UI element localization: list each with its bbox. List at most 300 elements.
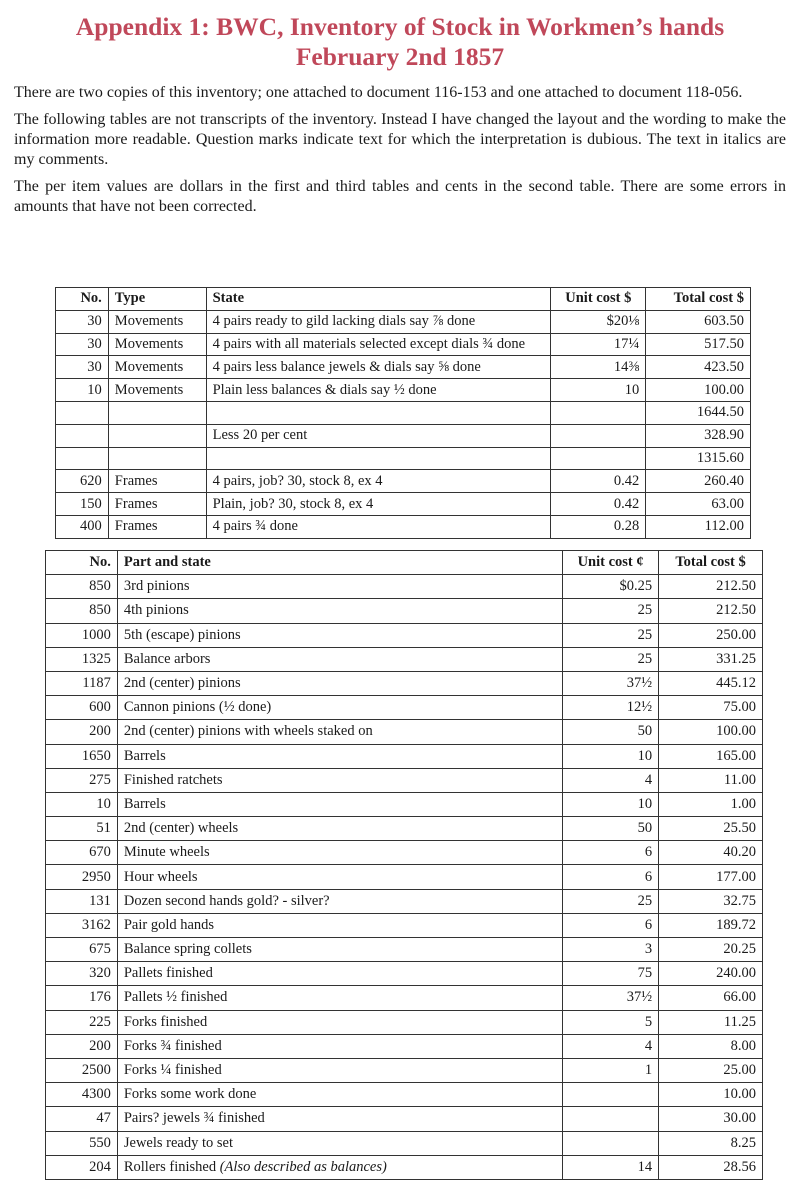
cell-unit-cost-text: 6 [644, 844, 653, 861]
table-row [46, 1155, 763, 1179]
cell-part-state-text: 5th (escape) pinions [123, 626, 241, 643]
table-row [56, 356, 751, 379]
table-row [56, 401, 751, 424]
cell-total-cost-text: 75.00 [723, 699, 756, 716]
cell-state [206, 401, 551, 424]
cell-part-state [117, 1034, 562, 1058]
table-row [46, 696, 763, 720]
cell-part-state [117, 599, 562, 623]
cell-unit-cost-text: 25 [637, 892, 653, 909]
cell-total-cost [659, 1155, 763, 1179]
cell-no-text: 30 [87, 313, 102, 330]
cell-unit-cost [551, 424, 646, 447]
cell-unit-cost-text: 37½ [626, 989, 653, 1006]
cell-part-state-text: Barrels [123, 747, 166, 764]
col-header-total-cost: Total cost $ [659, 551, 763, 575]
cell-total-cost [659, 1010, 763, 1034]
cell-no [46, 1107, 118, 1131]
cell-unit-cost-text: 37½ [626, 675, 653, 692]
cell-part-state-text: Balance arbors [123, 650, 211, 667]
table-row [56, 424, 751, 447]
table-row [46, 647, 763, 671]
cell-unit-cost-text: 1 [644, 1062, 653, 1079]
cell-type [108, 447, 206, 470]
cell-type-text: Frames [114, 472, 158, 489]
cell-total-cost [646, 401, 751, 424]
cell-unit-cost [551, 310, 646, 333]
cell-no [46, 889, 118, 913]
cell-unit-cost-text: 0.42 [613, 472, 640, 489]
cell-state-text: 4 pairs with all materials selected except dials ¾ done [212, 335, 526, 352]
cell-total-cost [659, 696, 763, 720]
cell-no-text: 675 [89, 941, 111, 958]
cell-no [56, 333, 109, 356]
cell-no [46, 1034, 118, 1058]
col-header-no: No. [46, 551, 118, 575]
cell-part-state-text: Cannon pinions (½ done) [123, 699, 272, 716]
cell-total-cost [659, 768, 763, 792]
cell-no [46, 841, 118, 865]
table-row [46, 768, 763, 792]
cell-state [206, 447, 551, 470]
cell-unit-cost-text: 3 [644, 941, 653, 958]
cell-part-state [117, 647, 562, 671]
cell-unit-cost-text: 50 [637, 820, 653, 837]
cell-no [56, 356, 109, 379]
cell-no-text: 30 [87, 335, 102, 352]
cell-total-cost-text: 250.00 [716, 626, 756, 643]
movements-frames-table [55, 287, 751, 539]
table-row [46, 599, 763, 623]
cell-unit-cost-text: 14⅜ [613, 358, 640, 375]
cell-type [108, 379, 206, 402]
cell-no-text: 131 [89, 892, 111, 909]
cell-part-state-text: Pairs? jewels ¾ finished [123, 1110, 265, 1127]
cell-no-text: 150 [80, 495, 102, 512]
cell-part-state [117, 817, 562, 841]
cell-total-cost [659, 792, 763, 816]
cell-state [206, 333, 551, 356]
cell-no-text: 320 [89, 965, 111, 982]
cell-unit-cost-text: 14 [637, 1158, 653, 1175]
cell-unit-cost [563, 889, 659, 913]
table-row [46, 889, 763, 913]
cell-type-text: Movements [114, 381, 184, 398]
italic-comment: (Also described as balances) [219, 1158, 387, 1175]
cell-part-state-text: Jewels ready to set [123, 1134, 233, 1151]
cell-total-cost-text: 11.25 [723, 1013, 756, 1030]
cell-part-state-text: Rollers finished [123, 1158, 217, 1175]
parts-table [45, 550, 763, 1180]
cell-unit-cost-text: 25 [637, 650, 653, 667]
cell-unit-cost-text: 0.28 [613, 518, 640, 535]
cell-total-cost [659, 1107, 763, 1131]
cell-unit-cost [563, 865, 659, 889]
col-header-unit-cost: Unit cost ¢ [563, 551, 659, 575]
cell-part-state-text: Balance spring collets [123, 941, 252, 958]
cell-unit-cost-text: 50 [637, 723, 653, 740]
col-header-unit-cost: Unit cost $ [551, 288, 646, 311]
cell-part-state [117, 744, 562, 768]
cell-total-cost [646, 424, 751, 447]
cell-part-state [117, 623, 562, 647]
cell-no-text: 3162 [81, 916, 111, 933]
cell-unit-cost-text: 25 [637, 626, 653, 643]
cell-unit-cost [563, 841, 659, 865]
table-row [46, 1010, 763, 1034]
cell-part-state-text: Barrels [123, 795, 166, 812]
cell-total-cost [659, 938, 763, 962]
cell-no-text: 4300 [81, 1086, 111, 1103]
cell-unit-cost [551, 379, 646, 402]
cell-no-text: 47 [96, 1110, 111, 1127]
cell-no-text: 620 [80, 472, 102, 489]
cell-no-text: 850 [89, 578, 111, 595]
cell-unit-cost [563, 696, 659, 720]
cell-no [46, 817, 118, 841]
cell-part-state-text: 3rd pinions [123, 578, 190, 595]
cell-state [206, 379, 551, 402]
cell-part-state-text: Forks finished [123, 1013, 208, 1030]
cell-total-cost-text: 260.40 [704, 472, 744, 489]
cell-no-text: 1325 [81, 650, 111, 667]
cell-part-state-text: 4th pinions [123, 602, 189, 619]
table-header-row [46, 551, 763, 575]
cell-no [56, 379, 109, 402]
table-row [46, 986, 763, 1010]
cell-unit-cost-text: 4 [644, 771, 653, 788]
cell-total-cost-text: 32.75 [723, 892, 756, 909]
cell-total-cost-text: 331.25 [716, 650, 756, 667]
cell-total-cost-text: 1315.60 [696, 449, 744, 466]
cell-no [46, 720, 118, 744]
cell-no [46, 1010, 118, 1034]
cell-part-state [117, 913, 562, 937]
cell-no [46, 768, 118, 792]
cell-unit-cost [563, 986, 659, 1010]
cell-total-cost-text: 30.00 [723, 1110, 756, 1127]
table-row [56, 310, 751, 333]
cell-type-text: Movements [114, 335, 184, 352]
cell-type-text: Movements [114, 313, 184, 330]
cell-no-text: 10 [96, 795, 111, 812]
cell-unit-cost [551, 356, 646, 379]
cell-no [46, 1155, 118, 1179]
cell-unit-cost [563, 1155, 659, 1179]
cell-type [108, 310, 206, 333]
cell-total-cost-text: 212.50 [716, 578, 756, 595]
cell-no [46, 599, 118, 623]
cell-state [206, 515, 551, 538]
cell-part-state-text: Pallets ½ finished [123, 989, 228, 1006]
cell-state [206, 424, 551, 447]
cell-no-text: 1187 [82, 675, 111, 692]
cell-total-cost [659, 720, 763, 744]
cell-type [108, 401, 206, 424]
cell-part-state-text: 2nd (center) wheels [123, 820, 239, 837]
cell-unit-cost [551, 470, 646, 493]
cell-unit-cost [563, 913, 659, 937]
cell-state-text: 4 pairs ¾ done [212, 518, 298, 535]
table-row [46, 792, 763, 816]
cell-unit-cost-text: 4 [644, 1037, 653, 1054]
cell-unit-cost [563, 599, 659, 623]
col-header-type: Type [108, 288, 206, 311]
cell-no [56, 447, 109, 470]
cell-total-cost [659, 623, 763, 647]
cell-unit-cost [563, 623, 659, 647]
cell-type [108, 515, 206, 538]
cell-type-text: Frames [114, 518, 158, 535]
cell-unit-cost [563, 575, 659, 599]
table-row [46, 1083, 763, 1107]
cell-total-cost [659, 744, 763, 768]
cell-type-text: Frames [114, 495, 158, 512]
cell-state-text: 4 pairs less balance jewels & dials say ⅝ done [212, 358, 481, 375]
cell-part-state-text: Hour wheels [123, 868, 198, 885]
table-row [46, 938, 763, 962]
cell-unit-cost [563, 647, 659, 671]
cell-part-state [117, 671, 562, 695]
cell-state-text: Plain, job? 30, stock 8, ex 4 [212, 495, 374, 512]
cell-no [46, 986, 118, 1010]
table-row [56, 333, 751, 356]
cell-total-cost [659, 841, 763, 865]
table-row [56, 470, 751, 493]
cell-part-state [117, 696, 562, 720]
cell-total-cost-text: 1.00 [730, 795, 756, 812]
cell-unit-cost [563, 1131, 659, 1155]
cell-total-cost-text: 603.50 [704, 313, 744, 330]
cell-total-cost-text: 328.90 [704, 427, 744, 444]
cell-unit-cost-text: 10 [637, 747, 653, 764]
table-row [46, 1107, 763, 1131]
cell-no-text: 200 [89, 723, 111, 740]
cell-unit-cost-text: 6 [644, 916, 653, 933]
cell-unit-cost [551, 401, 646, 424]
cell-total-cost-text: 100.00 [704, 381, 744, 398]
table-row [46, 913, 763, 937]
cell-no [46, 623, 118, 647]
table-row [46, 671, 763, 695]
cell-total-cost-text: 240.00 [716, 965, 756, 982]
cell-type [108, 493, 206, 516]
cell-no-text: 176 [89, 989, 111, 1006]
cell-unit-cost [563, 1107, 659, 1131]
table-row [46, 865, 763, 889]
cell-part-state [117, 1058, 562, 1082]
cell-unit-cost-text: 5 [644, 1013, 653, 1030]
cell-type-text: Movements [114, 358, 184, 375]
table-row [46, 1058, 763, 1082]
cell-state-text: Plain less balances & dials say ½ done [212, 381, 437, 398]
cell-part-state [117, 962, 562, 986]
cell-unit-cost [551, 515, 646, 538]
cell-type [108, 333, 206, 356]
col-header-part-state: Part and state [117, 551, 562, 575]
cell-total-cost-text: 423.50 [704, 358, 744, 375]
cell-total-cost-text: 445.12 [716, 675, 756, 692]
cell-state [206, 310, 551, 333]
title-line-2: February 2nd 1857 [295, 42, 505, 71]
cell-type [108, 470, 206, 493]
table-row [46, 575, 763, 599]
cell-total-cost-text: 25.00 [723, 1062, 756, 1079]
cell-no [46, 647, 118, 671]
cell-unit-cost [563, 1034, 659, 1058]
cell-unit-cost-text: 6 [644, 868, 653, 885]
table-row [56, 493, 751, 516]
cell-no [46, 962, 118, 986]
cell-part-state-text: Finished ratchets [123, 771, 223, 788]
table-row [46, 841, 763, 865]
cell-unit-cost-text: 17¼ [613, 335, 640, 352]
table-row [56, 379, 751, 402]
cell-total-cost [659, 817, 763, 841]
cell-part-state-text: 2nd (center) pinions [123, 675, 241, 692]
cell-state [206, 493, 551, 516]
table-row [46, 962, 763, 986]
cell-unit-cost-text: 75 [637, 965, 653, 982]
title-line-1: Appendix 1: BWC, Inventory of Stock in Workmen’s hands [75, 12, 725, 41]
cell-state-text: 4 pairs, job? 30, stock 8, ex 4 [212, 472, 383, 489]
cell-total-cost [659, 599, 763, 623]
cell-unit-cost-text: 10 [637, 795, 653, 812]
cell-total-cost [646, 310, 751, 333]
table-row [46, 817, 763, 841]
cell-no-text: 2950 [81, 868, 111, 885]
cell-total-cost-text: 8.00 [730, 1037, 756, 1054]
cell-total-cost-text: 11.00 [723, 771, 756, 788]
cell-total-cost-text: 1644.50 [696, 404, 744, 421]
cell-no-text: 10 [87, 381, 102, 398]
cell-total-cost [659, 671, 763, 695]
cell-unit-cost-text: $0.25 [619, 578, 653, 595]
cell-total-cost [646, 333, 751, 356]
cell-part-state [117, 1107, 562, 1131]
cell-total-cost-text: 212.50 [716, 602, 756, 619]
cell-total-cost [646, 356, 751, 379]
table-row [56, 447, 751, 470]
cell-no-text: 400 [80, 518, 102, 535]
cell-type [108, 356, 206, 379]
cell-no [56, 470, 109, 493]
cell-part-state [117, 792, 562, 816]
cell-unit-cost [563, 962, 659, 986]
cell-unit-cost [551, 447, 646, 470]
cell-no-text: 200 [89, 1037, 111, 1054]
cell-no [56, 493, 109, 516]
cell-total-cost [659, 647, 763, 671]
cell-unit-cost [563, 671, 659, 695]
cell-total-cost [659, 986, 763, 1010]
cell-unit-cost-text: 25 [637, 602, 653, 619]
cell-total-cost-text: 177.00 [716, 868, 756, 885]
cell-part-state [117, 865, 562, 889]
cell-no [46, 575, 118, 599]
cell-total-cost-text: 165.00 [716, 747, 756, 764]
cell-part-state-text: Forks ¾ finished [123, 1037, 222, 1054]
cell-total-cost-text: 100.00 [716, 723, 756, 740]
table-row [46, 623, 763, 647]
cell-total-cost-text: 189.72 [716, 916, 756, 933]
col-header-state: State [206, 288, 551, 311]
cell-part-state-text: Forks ¼ finished [123, 1062, 222, 1079]
cell-part-state [117, 841, 562, 865]
cell-state-text: Less 20 per cent [212, 427, 308, 444]
cell-no [46, 744, 118, 768]
cell-no-text: 850 [89, 602, 111, 619]
intro-paragraph-3: The per item values are dollars in the first and third tables and cents in the second table. There are some errors in amounts that have not been corrected. [14, 178, 786, 215]
cell-unit-cost [563, 938, 659, 962]
cell-no [46, 865, 118, 889]
cell-part-state [117, 986, 562, 1010]
cell-part-state-text: Pallets finished [123, 965, 213, 982]
table-row [56, 515, 751, 538]
cell-no-text: 670 [89, 844, 111, 861]
cell-unit-cost [551, 333, 646, 356]
cell-unit-cost [563, 817, 659, 841]
cell-total-cost [646, 493, 751, 516]
cell-unit-cost-text: 12½ [626, 699, 653, 716]
cell-no-text: 275 [89, 771, 111, 788]
cell-part-state [117, 720, 562, 744]
cell-unit-cost [563, 1083, 659, 1107]
cell-no [56, 424, 109, 447]
cell-no [56, 401, 109, 424]
cell-total-cost [646, 515, 751, 538]
cell-part-state [117, 575, 562, 599]
cell-no [46, 792, 118, 816]
cell-no [46, 1131, 118, 1155]
cell-unit-cost [563, 768, 659, 792]
cell-part-state [117, 768, 562, 792]
cell-unit-cost [551, 493, 646, 516]
cell-no-text: 51 [96, 820, 111, 837]
cell-unit-cost [563, 1058, 659, 1082]
cell-no-text: 1650 [81, 747, 111, 764]
cell-no [46, 913, 118, 937]
cell-no-text: 225 [89, 1013, 111, 1030]
cell-part-state [117, 1083, 562, 1107]
cell-part-state [117, 938, 562, 962]
cell-part-state [117, 1155, 562, 1179]
cell-unit-cost-text: $20⅛ [606, 313, 640, 330]
cell-unit-cost [563, 744, 659, 768]
cell-total-cost [659, 1083, 763, 1107]
cell-no [46, 1058, 118, 1082]
cell-total-cost-text: 63.00 [711, 495, 744, 512]
cell-no [46, 671, 118, 695]
cell-total-cost [646, 470, 751, 493]
cell-part-state-text: 2nd (center) pinions with wheels staked on [123, 723, 373, 740]
intro-paragraph-1: There are two copies of this inventory; one attached to document 116-153 and one attached to document 118-056. [14, 84, 743, 101]
cell-total-cost [659, 889, 763, 913]
table-header-row [56, 288, 751, 311]
intro-paragraph-2: The following tables are not transcripts of the inventory. Instead I have changed the layout and the wording to make the information more readable. Question marks indicate text for which the interpretation is dubious. The text in italics are my comments. [14, 111, 786, 168]
cell-total-cost-text: 28.56 [723, 1158, 756, 1175]
cell-total-cost [659, 865, 763, 889]
table-row [46, 720, 763, 744]
cell-part-state [117, 1131, 562, 1155]
cell-no [46, 938, 118, 962]
cell-state [206, 470, 551, 493]
cell-unit-cost-text: 10 [624, 381, 640, 398]
cell-total-cost [659, 1058, 763, 1082]
cell-state [206, 356, 551, 379]
cell-total-cost-text: 25.50 [723, 820, 756, 837]
cell-total-cost [659, 962, 763, 986]
